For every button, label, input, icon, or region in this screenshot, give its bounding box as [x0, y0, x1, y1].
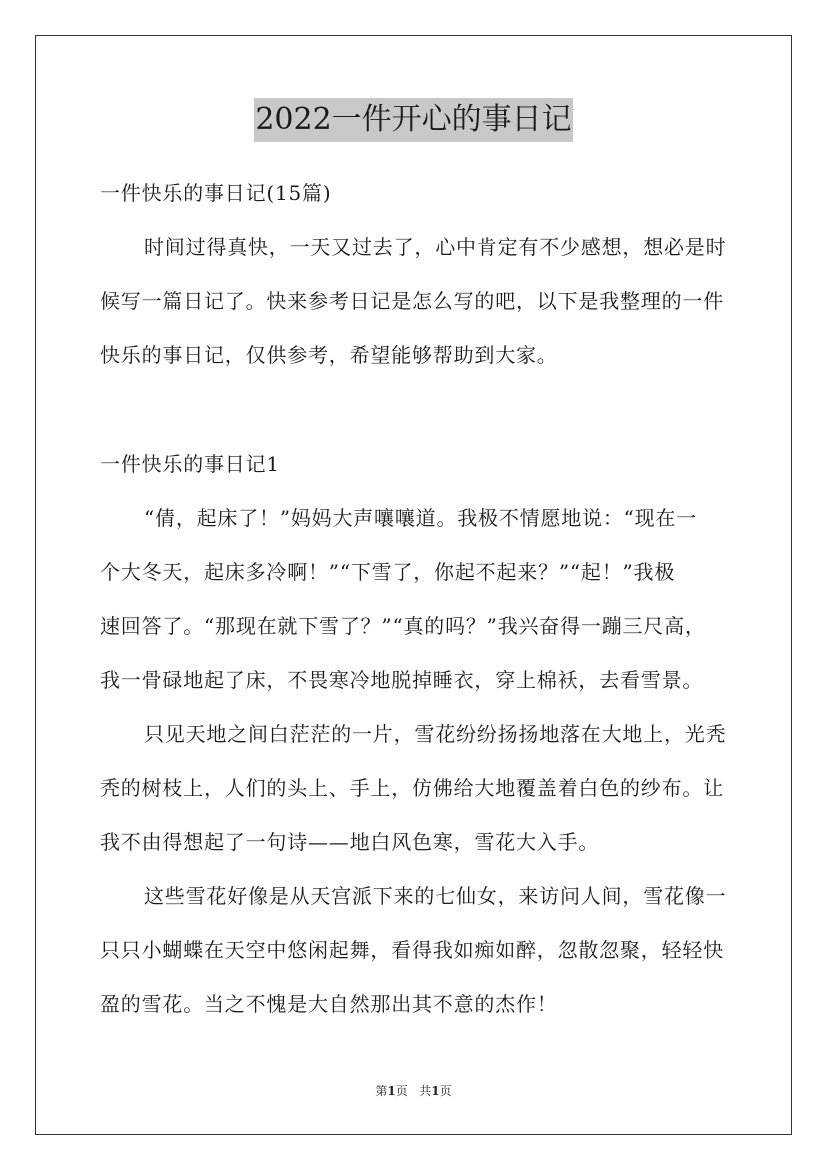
paragraph-line: 速回答了。“那现在就下雪了？”“真的吗？”我兴奋得一蹦三尺高， [100, 614, 706, 638]
subtitle: 一件快乐的事日记(15篇) [100, 181, 332, 205]
paragraph-line: 个大冬天，起床多冷啊！”“下雪了，你起不起来？”“起！”我极 [100, 560, 676, 584]
page-number: 1 [387, 1084, 396, 1098]
subtitle-block [100, 166, 740, 220]
paragraph-line: 我不由得想起了一句诗——地白风色寒，雪花大入手。 [100, 830, 600, 854]
section-heading: 一件快乐的事日记1 [100, 452, 280, 476]
total-pages: 1 [431, 1084, 440, 1098]
paragraph-line: 盈的雪花。当之不愧是大自然那出其不意的杰作！ [100, 992, 558, 1016]
paragraph-line: 只只小蝴蝶在天空中悠闲起舞，看得我如痴如醉，忽散忽聚，轻轻快 [100, 938, 724, 962]
paragraph-line: 只见天地之间白茫茫的一片，雪花纷纷扬扬地落在大地上，光秃 [144, 722, 727, 746]
title-container [0, 98, 827, 142]
paragraph-line: 这些雪花好像是从天宫派下来的七仙女，来访问人间，雪花像一 [144, 884, 727, 908]
paragraph-line: 我一骨碌地起了床，不畏寒冷地脱掉睡衣，穿上棉袄，去看雪景。 [100, 668, 704, 692]
intro-line: 时间过得真快，一天又过去了，心中肯定有不少感想，想必是时 [144, 235, 727, 259]
page-footer [0, 1082, 827, 1099]
page-suffix: 页 [395, 1084, 408, 1098]
paragraph-line: “倩，起床了！”妈妈大声嚷嚷道。我极不情愿地说：“现在一 [144, 506, 698, 530]
paragraph-2 [100, 707, 740, 869]
page-prefix: 第 [375, 1084, 388, 1098]
page-title: 2022一件开心的事日记 [254, 98, 572, 142]
intro-paragraph [100, 220, 740, 382]
paragraph-3 [100, 869, 740, 1031]
intro-line: 候写一篇日记了。快来参考日记是怎么写的吧，以下是我整理的一件 [100, 289, 724, 313]
paragraph-1 [100, 491, 740, 707]
total-prefix: 共 [419, 1084, 432, 1098]
total-suffix: 页 [439, 1084, 452, 1098]
paragraph-line: 秃的树枝上，人们的头上、手上，仿佛给大地覆盖着白色的纱布。让 [100, 776, 724, 800]
intro-line: 快乐的事日记，仅供参考，希望能够帮助到大家。 [100, 343, 558, 367]
section-heading-block [100, 437, 740, 491]
